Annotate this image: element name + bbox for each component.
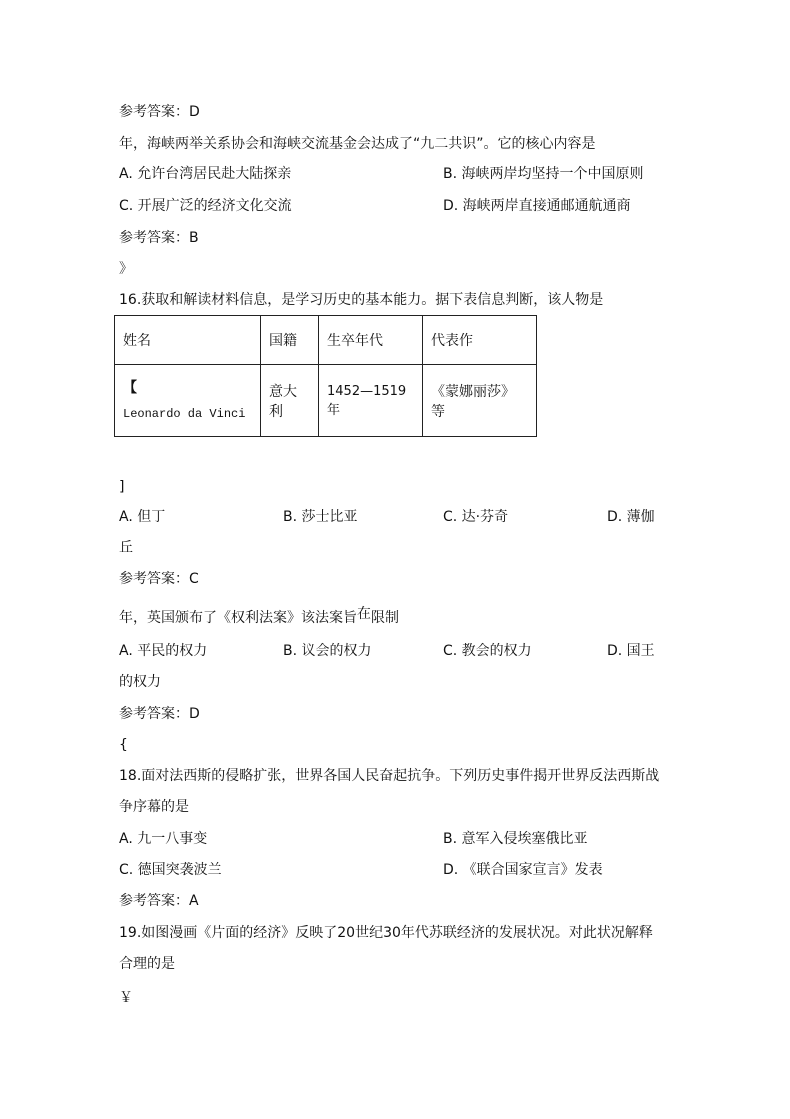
person-name: Leonardo da Vinci	[123, 406, 246, 421]
answer-line: 参考答案：A	[119, 893, 199, 909]
stray-glyph: {	[119, 737, 128, 753]
question-stem: 18.面对法西斯的侵略扩张，世界各国人民奋起抗争。下列历史事件揭开世界反法西斯战	[119, 768, 660, 784]
option-d: D. 海峡两岸直接通邮通航通商	[443, 198, 631, 214]
option-a: A. 九一八事变	[119, 831, 208, 847]
table-header-cell: 代表作	[423, 316, 537, 365]
answer-line: 参考答案：D	[119, 104, 200, 120]
answer-line: 参考答案：D	[119, 706, 200, 722]
stem-part: 年，英国颁布了《权利法案》该法案旨	[119, 610, 357, 626]
info-table	[114, 315, 537, 437]
option-c: C. 教会的权力	[443, 643, 532, 659]
option-d: D. 薄伽	[607, 509, 655, 525]
table-header-cell: 姓名	[115, 316, 261, 365]
answer-line: 参考答案：C	[119, 571, 199, 587]
stem-part: 限制	[371, 610, 399, 626]
option-d-continued: 的权力	[119, 674, 161, 690]
option-c: C. 德国突袭波兰	[119, 862, 222, 878]
question-stem-continued: 争序幕的是	[119, 799, 189, 815]
option-a: A. 允许台湾居民赴大陆探亲	[119, 166, 292, 182]
stray-glyph: ￥	[119, 990, 133, 1006]
option-a: A. 平民的权力	[119, 643, 208, 659]
option-b: B. 莎士比亚	[283, 509, 358, 525]
option-c: C. 开展广泛的经济文化交流	[119, 198, 292, 214]
option-b: B. 意军入侵埃塞俄比亚	[443, 831, 588, 847]
option-a: A. 但丁	[119, 509, 166, 525]
question-stem-continued: 合理的是	[119, 956, 175, 972]
stem-part-raised: 在	[357, 606, 371, 622]
option-d: D. 国王	[607, 643, 655, 659]
option-b: B. 海峡两岸均坚持一个中国原则	[443, 166, 644, 182]
question-stem: 19.如图漫画《片面的经济》反映了20世纪30年代苏联经济的发展状况。对此状况解释	[119, 925, 653, 941]
table-header-cell: 国籍	[261, 316, 319, 365]
table-cell-work: 《蒙娜丽莎》等	[423, 365, 537, 437]
option-d-continued: 丘	[119, 540, 133, 556]
question-stem: 年，海峡两举关系协会和海峡交流基金会达成了“九二共识”。它的核心内容是	[119, 136, 596, 152]
table-header-cell: 生卒年代	[319, 316, 423, 365]
question-stem	[119, 608, 399, 628]
table-cell-years: 1452—1519年	[319, 365, 423, 437]
stray-glyph: ]	[119, 479, 125, 495]
option-c: C. 达·芬奇	[443, 509, 509, 525]
table-cell-name	[115, 365, 261, 437]
table-header-row	[115, 316, 537, 365]
answer-line: 参考答案：B	[119, 230, 199, 246]
option-b: B. 议会的权力	[283, 643, 372, 659]
question-stem: 16.获取和解读材料信息，是学习历史的基本能力。据下表信息判断，该人物是	[119, 292, 604, 308]
bracket-glyph: 【	[123, 379, 137, 396]
option-d: D. 《联合国家宣言》发表	[443, 862, 603, 878]
table-row	[115, 365, 537, 437]
stray-glyph: 》	[119, 261, 133, 277]
table-cell-nationality: 意大利	[261, 365, 319, 437]
